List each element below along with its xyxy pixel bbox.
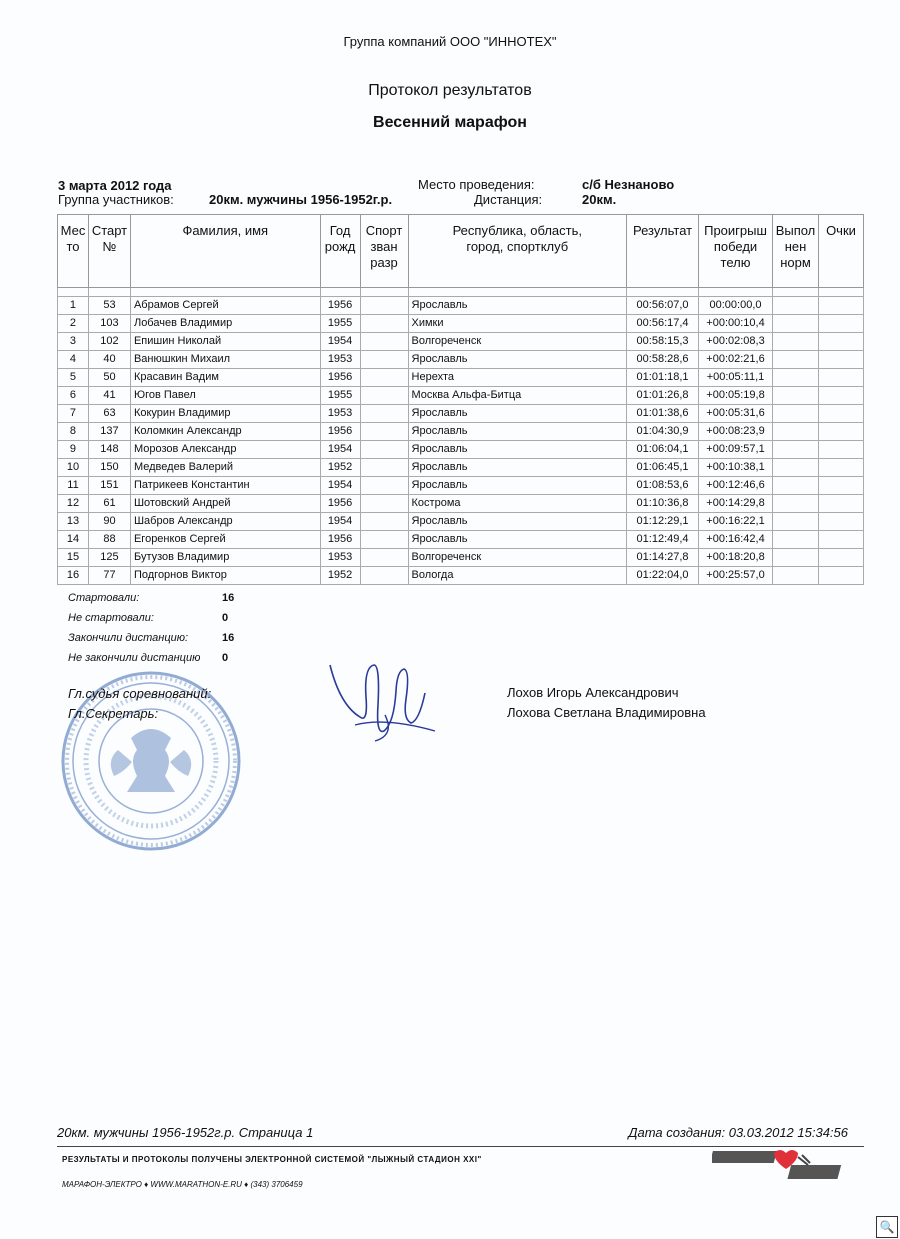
table-cell [818, 477, 863, 495]
table-cell: 14 [58, 531, 89, 549]
summary-value: 0 [222, 612, 229, 624]
column-header: Мес то [58, 215, 89, 288]
table-cell [360, 477, 408, 495]
table-cell: Ярославль [408, 297, 627, 315]
table-cell [773, 495, 819, 513]
table-cell [818, 513, 863, 531]
table-cell [360, 333, 408, 351]
table-cell: Волгореченск [408, 549, 627, 567]
table-cell: 63 [88, 405, 130, 423]
table-cell: 103 [88, 315, 130, 333]
summary-item [68, 592, 235, 604]
summary-label: Не стартовали: [68, 612, 154, 624]
summary-label: Закончили дистанцию: [68, 632, 189, 644]
table-cell: Ярославль [408, 477, 627, 495]
table-cell: 01:08:53,6 [627, 477, 699, 495]
table-cell: 1953 [320, 405, 360, 423]
table-cell [818, 459, 863, 477]
zoom-icon[interactable]: 🔍 [876, 1216, 898, 1238]
table-cell [773, 531, 819, 549]
system-line: РЕЗУЛЬТАТЫ И ПРОТОКОЛЫ ПОЛУЧЕНЫ ЭЛЕКТРОННОЙ СИСТЕМОЙ "ЛЫЖНЫЙ СТАДИОН XXI" [62, 1155, 482, 1164]
table-cell: 1954 [320, 333, 360, 351]
table-cell: 01:12:49,4 [627, 531, 699, 549]
table-cell: 61 [88, 495, 130, 513]
table-cell: Ярославль [408, 405, 627, 423]
column-header: Выпол нен норм [773, 215, 819, 288]
table-cell [360, 423, 408, 441]
table-cell: +00:08:23,9 [699, 423, 773, 441]
summary-label: Стартовали: [68, 592, 140, 604]
table-row [58, 441, 864, 459]
table-cell: 01:10:36,8 [627, 495, 699, 513]
page-info: 20км. мужчины 1956-1952г.р. Страница 1 [57, 1125, 314, 1140]
table-cell [360, 315, 408, 333]
table-cell: 5 [58, 369, 89, 387]
table-cell: 1954 [320, 513, 360, 531]
table-cell: 1955 [320, 315, 360, 333]
table-cell: 1956 [320, 369, 360, 387]
table-cell: 3 [58, 333, 89, 351]
results-table [57, 214, 864, 585]
table-cell [818, 441, 863, 459]
table-cell: 9 [58, 441, 89, 459]
table-cell: Егоренков Сергей [130, 531, 320, 549]
table-cell: 15 [58, 549, 89, 567]
protocol-title: Протокол результатов [368, 82, 532, 99]
summary-value: 16 [222, 592, 235, 604]
signature [325, 645, 445, 745]
table-cell: 88 [88, 531, 130, 549]
table-cell [773, 423, 819, 441]
table-cell: 16 [58, 567, 89, 585]
table-cell [773, 477, 819, 495]
table-cell: 01:22:04,0 [627, 567, 699, 585]
table-cell: +00:05:19,8 [699, 387, 773, 405]
summary-value: 0 [222, 652, 229, 664]
table-cell [818, 405, 863, 423]
table-cell: Морозов Александр [130, 441, 320, 459]
table-cell [818, 567, 863, 585]
table-cell [360, 513, 408, 531]
table-cell: Коломкин Александр [130, 423, 320, 441]
table-cell: +00:16:42,4 [699, 531, 773, 549]
table-cell [773, 513, 819, 531]
table-cell: 1952 [320, 459, 360, 477]
table-cell [360, 549, 408, 567]
table-cell: Лобачев Владимир [130, 315, 320, 333]
table-row [58, 423, 864, 441]
table-header-row [58, 215, 864, 288]
table-cell: 148 [88, 441, 130, 459]
table-cell: 01:14:27,8 [627, 549, 699, 567]
table-cell: Волгореченск [408, 333, 627, 351]
table-cell: 01:06:04,1 [627, 441, 699, 459]
table-cell: Вологда [408, 567, 627, 585]
table-cell [360, 369, 408, 387]
table-cell: 10 [58, 459, 89, 477]
table-cell: 12 [58, 495, 89, 513]
table-cell: +00:10:38,1 [699, 459, 773, 477]
table-cell [360, 459, 408, 477]
table-cell: 01:01:38,6 [627, 405, 699, 423]
table-cell: +00:05:31,6 [699, 405, 773, 423]
table-cell: 1955 [320, 387, 360, 405]
group-value: 20км. мужчины 1956-1952г.р. [209, 192, 393, 207]
table-row [58, 405, 864, 423]
table-cell: 11 [58, 477, 89, 495]
table-cell: Ярославль [408, 441, 627, 459]
table-cell [360, 297, 408, 315]
table-cell [773, 459, 819, 477]
summary-label: Не закончили дистанцию [68, 652, 201, 664]
table-cell: Бутузов Владимир [130, 549, 320, 567]
summary-value: 16 [222, 632, 235, 644]
marathon-logo [712, 1147, 852, 1187]
table-cell: 125 [88, 549, 130, 567]
table-cell: 41 [88, 387, 130, 405]
table-cell: 90 [88, 513, 130, 531]
table-cell: 1953 [320, 549, 360, 567]
table-cell [773, 315, 819, 333]
table-cell: 1953 [320, 351, 360, 369]
table-cell [818, 369, 863, 387]
column-header: Старт № [88, 215, 130, 288]
table-cell: 01:01:26,8 [627, 387, 699, 405]
table-row [58, 513, 864, 531]
table-cell: 01:12:29,1 [627, 513, 699, 531]
table-cell [360, 351, 408, 369]
table-row [58, 459, 864, 477]
table-row [58, 387, 864, 405]
table-cell: +00:14:29,8 [699, 495, 773, 513]
table-cell: 1956 [320, 423, 360, 441]
column-header: Фамилия, имя [130, 215, 320, 288]
table-cell: 50 [88, 369, 130, 387]
table-cell: +00:09:57,1 [699, 441, 773, 459]
table-cell [818, 351, 863, 369]
table-cell: 01:01:18,1 [627, 369, 699, 387]
table-cell: Подгорнов Виктор [130, 567, 320, 585]
table-cell: 1 [58, 297, 89, 315]
table-cell [360, 441, 408, 459]
table-cell: 1954 [320, 477, 360, 495]
table-row [58, 369, 864, 387]
table-cell: 1956 [320, 495, 360, 513]
table-cell: Кострома [408, 495, 627, 513]
table-row [58, 531, 864, 549]
column-header: Проигрыш победи телю [699, 215, 773, 288]
table-cell: Ярославль [408, 531, 627, 549]
table-cell: Абрамов Сергей [130, 297, 320, 315]
table-cell: Ярославль [408, 513, 627, 531]
column-header: Год рожд [320, 215, 360, 288]
table-cell [818, 495, 863, 513]
table-cell [360, 387, 408, 405]
table-cell: 6 [58, 387, 89, 405]
table-cell: +00:12:46,6 [699, 477, 773, 495]
venue-value: с/б Незнаново [582, 177, 675, 192]
table-cell [773, 387, 819, 405]
column-header: Спорт зван разр [360, 215, 408, 288]
table-row [58, 351, 864, 369]
table-cell: 13 [58, 513, 89, 531]
table-row [58, 315, 864, 333]
column-header: Республика, область, город, спортклуб [408, 215, 627, 288]
table-cell [360, 567, 408, 585]
table-cell: 8 [58, 423, 89, 441]
table-cell: Ярославль [408, 423, 627, 441]
table-row [58, 567, 864, 585]
table-cell: 00:58:28,6 [627, 351, 699, 369]
distance-value: 20км. [582, 192, 617, 207]
venue-label: Место проведения: [418, 177, 535, 192]
table-cell: 1952 [320, 567, 360, 585]
table-cell [818, 333, 863, 351]
table-cell: 00:56:17,4 [627, 315, 699, 333]
table-cell: 102 [88, 333, 130, 351]
secretary-name: Лохова Светлана Владимировна [507, 705, 706, 720]
creation-date: Дата создания: 03.03.2012 15:34:56 [628, 1125, 848, 1140]
table-cell: 40 [88, 351, 130, 369]
table-cell [773, 351, 819, 369]
table-cell: +00:16:22,1 [699, 513, 773, 531]
table-cell: +00:02:08,3 [699, 333, 773, 351]
table-row [58, 297, 864, 315]
table-cell [773, 369, 819, 387]
event-name: Весенний марафон [373, 114, 527, 131]
summary-item [68, 652, 229, 664]
table-cell: 77 [88, 567, 130, 585]
table-cell: +00:25:57,0 [699, 567, 773, 585]
table-cell: Югов Павел [130, 387, 320, 405]
table-cell [818, 387, 863, 405]
table-cell: Химки [408, 315, 627, 333]
table-row [58, 549, 864, 567]
table-cell: 01:04:30,9 [627, 423, 699, 441]
column-header: Очки [818, 215, 863, 288]
table-cell: Ярославль [408, 459, 627, 477]
table-cell: +00:18:20,8 [699, 549, 773, 567]
table-cell: 2 [58, 315, 89, 333]
table-cell [360, 531, 408, 549]
table-cell [773, 333, 819, 351]
table-cell [360, 405, 408, 423]
table-row [58, 477, 864, 495]
table-cell: 00:58:15,3 [627, 333, 699, 351]
table-cell: 00:00:00,0 [699, 297, 773, 315]
event-date: 3 марта 2012 года [58, 178, 172, 193]
table-cell: 1954 [320, 441, 360, 459]
table-cell: 151 [88, 477, 130, 495]
table-cell: Епишин Николай [130, 333, 320, 351]
secretary-role: Гл.Секретарь: [68, 706, 159, 721]
table-cell [818, 423, 863, 441]
table-row [58, 495, 864, 513]
table-cell: +00:02:21,6 [699, 351, 773, 369]
judge-name: Лохов Игорь Александрович [507, 685, 679, 700]
table-cell: Шабров Александр [130, 513, 320, 531]
table-cell [773, 297, 819, 315]
table-cell: Медведев Валерий [130, 459, 320, 477]
company-name: Группа компаний ООО "ИННОТЕХ" [343, 34, 557, 49]
table-cell [360, 495, 408, 513]
group-label: Группа участников: [58, 192, 174, 207]
table-cell: +00:05:11,1 [699, 369, 773, 387]
table-cell: Патрикеев Константин [130, 477, 320, 495]
summary-item [68, 612, 229, 624]
table-cell: Красавин Вадим [130, 369, 320, 387]
table-cell [773, 567, 819, 585]
table-cell: 1956 [320, 297, 360, 315]
distance-label: Дистанция: [474, 192, 543, 207]
table-cell: 53 [88, 297, 130, 315]
summary-item [68, 632, 235, 644]
table-cell: Ванюшкин Михаил [130, 351, 320, 369]
table-cell [818, 297, 863, 315]
table-cell [818, 549, 863, 567]
table-cell: 1956 [320, 531, 360, 549]
table-row [58, 333, 864, 351]
table-cell: Нерехта [408, 369, 627, 387]
table-cell [818, 315, 863, 333]
table-cell [773, 405, 819, 423]
table-cell [773, 549, 819, 567]
table-cell: Кокурин Владимир [130, 405, 320, 423]
table-cell: 137 [88, 423, 130, 441]
table-cell: 01:06:45,1 [627, 459, 699, 477]
table-cell: +00:00:10,4 [699, 315, 773, 333]
table-cell: 7 [58, 405, 89, 423]
column-header: Результат [627, 215, 699, 288]
table-cell: 150 [88, 459, 130, 477]
judge-role: Гл.судья соревнований: [68, 686, 212, 701]
table-cell: 00:56:07,0 [627, 297, 699, 315]
table-cell [818, 531, 863, 549]
table-cell: Шотовский Андрей [130, 495, 320, 513]
table-cell: Москва Альфа-Битца [408, 387, 627, 405]
table-cell: Ярославль [408, 351, 627, 369]
contact-line: МАРАФОН-ЭЛЕКТРО ♦ WWW.MARATHON-E.RU ♦ (343) 3706459 [62, 1180, 303, 1189]
table-cell [773, 441, 819, 459]
table-cell: 4 [58, 351, 89, 369]
